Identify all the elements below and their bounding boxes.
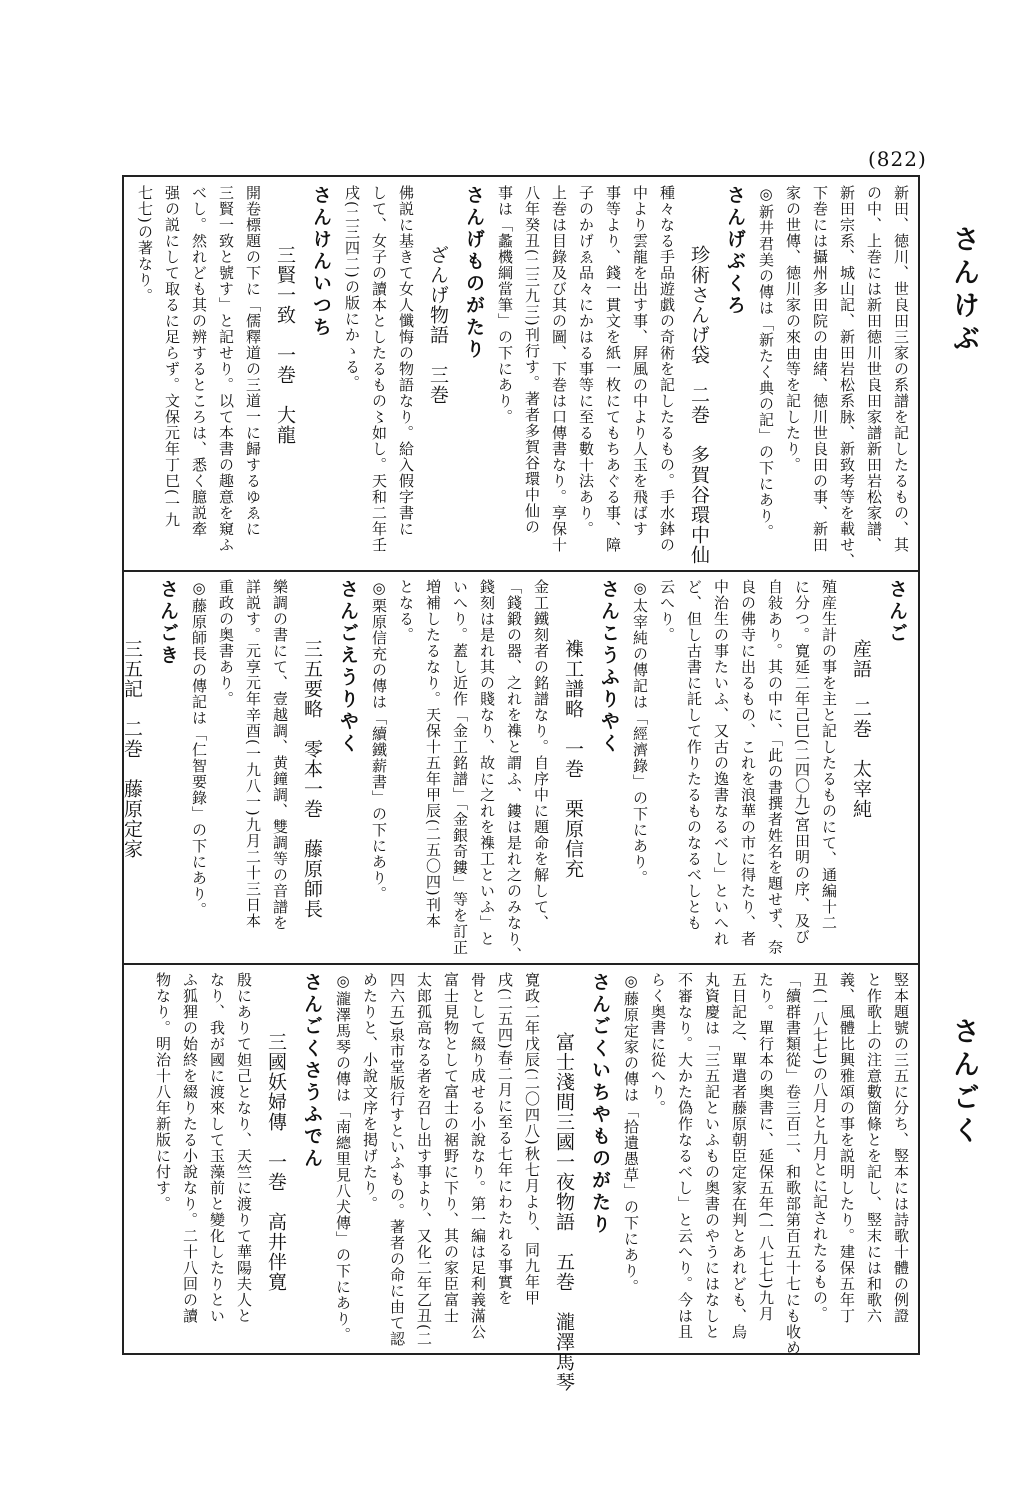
entry-title: 襍工譜略 一巻 栗原信充: [562, 639, 584, 879]
text-line: ◎藤原師長の傳記は「仁智要錄」の下にあり。: [190, 579, 208, 918]
text-line: べし。然れども其の辨するところは、悉く臆説牽: [190, 185, 208, 537]
text-line: 樂調の書にて、壹越調、黄鐘調、雙調等の音譜を: [271, 579, 289, 931]
entry-title: 珍術さんげ袋 二巻 多賀谷環中仙: [688, 245, 710, 565]
text-line: 「續群書類從」卷三百二、和歌部第百五十七にも收め: [784, 972, 802, 1356]
entry-title: 産語 二巻 太宰純: [850, 639, 872, 819]
text-line: 太郎孤高なる者を召し出す事より、又化二年乙丑(二: [415, 972, 433, 1347]
text-line: 佛説に基きて女人懺悔の物語なり。給入假字書に: [397, 185, 415, 537]
text-line: ◎新井君美の傳は「新たく典の記」の下にあり。: [757, 185, 775, 540]
entry-title: 三五要略 零本一巻 藤原師長: [301, 639, 323, 919]
text-line: 四六五)泉市堂版行すといふもの。著者の命に由て認: [388, 972, 406, 1347]
text-line: 事は「蠡機綱當筆」の下にあり。: [496, 185, 514, 425]
text-line: なり、我が國に渡來して玉藻前と變化したりとい: [208, 972, 226, 1324]
text-line: 開卷標題の下に「儒釋道の三道一に歸するゆゑに: [244, 185, 262, 537]
page-number: (822): [868, 147, 927, 171]
section-sango: [121, 579, 914, 963]
section-divider: [124, 570, 918, 572]
entry-heading: さんごえうりやく: [337, 579, 359, 755]
text-line: となる。: [397, 579, 415, 643]
text-line: 新田宗系、城山記、新田岩松系脉、新致考等を載せ、: [838, 185, 856, 569]
text-line: いへり。蓋し近作「金工銘譜」「金銀奇鏤」等を訂正: [451, 579, 469, 956]
text-line: 丸資慶は「三五記といふもの奥書のやうにはなしと: [703, 972, 721, 1340]
text-line: 増補したるなり。天保十五年甲辰(二五〇四)刊本: [424, 579, 442, 929]
entry-heading: さんこうふりやく: [598, 579, 620, 755]
text-line: 中治生の事たいふ、又古の逸書なるべし」といへれ: [712, 579, 730, 947]
text-line: 重政の奥書あり。: [217, 579, 235, 707]
text-line: 「錢鍛の器、之れを襍と謂ふ、鏤は是れ之のみなり、: [505, 579, 523, 963]
entry-heading: さんけんいつち: [310, 185, 332, 339]
entry-title: 三五記 二巻 藤原定家: [121, 639, 143, 859]
text-line: ◎瀧澤馬琴の傳は「南總里見八犬傳」の下にあり。: [334, 972, 352, 1343]
text-line: 詳説す。元享元年辛酉(一九八一)九月二十三日本: [244, 579, 262, 929]
text-line: ◎栗原信充の傳は「續鐵薪書」の下にあり。: [370, 579, 388, 902]
text-line: 下巻には攝州多田院の由緒、徳川世良田の事、新田: [811, 185, 829, 553]
section-divider: [124, 963, 918, 965]
text-columns: [128, 185, 914, 569]
text-line: 骨として綴り成せる小說なり。第一編は足利義滿公: [469, 972, 487, 1340]
entry-heading: さんご: [886, 579, 908, 645]
entry-heading: さんごくさうふでん: [301, 972, 323, 1170]
text-line: ◎太宰純の傳記は「經濟錄」の下にあり。: [631, 579, 649, 886]
section-sangoku: [128, 972, 914, 1392]
text-line: して、女子の讀本としたるもの〻如し。天和二年壬: [370, 185, 388, 553]
text-line: 不審なり。大かた偽作なるべし」と云へり。今は且: [676, 972, 694, 1340]
text-line: 良の佛寺に出るもの、これを浪華の市に得たり、者: [739, 579, 757, 947]
text-line: 富士見物として富士の裾野に下り、其の家臣富士: [442, 972, 460, 1324]
text-line: 强の説にして取るに足らず。文保元年丁巳(一九: [163, 185, 181, 528]
text-line: に分つ。寛延二年己巳(二四〇九)宮田明の序、及び: [793, 579, 811, 945]
text-line: 義、風體比興雅頌の事を説明したり。建保五年丁: [838, 972, 856, 1324]
text-line: 錢刻は是れ其の賤なり、故に之れを襍工といふ」と: [478, 579, 496, 947]
text-line: 物なり。明治十八年新版に付す。: [154, 972, 172, 1212]
text-line: 戌(二三四二)の版にかゝる。: [343, 185, 361, 391]
running-header-bottom: さんごく: [948, 1017, 979, 1149]
text-line: 自敍あり。其の中に、「此の書撰者姓名を題せず、奈: [766, 579, 784, 956]
text-line: 八年癸丑(二三九三)刊行す。著者多賀谷環中仙の: [523, 185, 541, 535]
text-line: と作歌上の注意數箇條とを記し、竪末には和歌六: [865, 972, 883, 1324]
entry-title: ざんげ物語 三巻: [427, 245, 449, 405]
entry-heading: さんごくいちやものがたり: [589, 972, 611, 1236]
text-line: 五日記之、單遣者藤原朝臣定家在判とあれども、烏: [730, 972, 748, 1340]
text-line: 種々なる手品遊戯の奇術を記したるもの。手水鉢の: [658, 185, 676, 553]
text-line: 竪本題號の三五に分ち、竪本には詩歌十體の例證: [892, 972, 910, 1324]
text-line: らく奥書に從へり。: [649, 972, 667, 1116]
text-line: の中、上巻には新田徳川世良田家譜新田岩松家譜、: [865, 185, 883, 553]
text-line: 家の世傳、徳川家の來由等を記したり。: [784, 185, 802, 473]
text-line: ふ狐狸の始終を綴りたる小說なり。二十八回の讀: [181, 972, 199, 1324]
text-line: たり。單行本の奥書に、延保五年(一八七七)九月: [757, 972, 775, 1322]
text-line: 新田、徳川、世良田三家の系譜を記したるもの、其: [892, 185, 910, 553]
text-line: 寛政二年戊辰(二〇四八)秋七月より、同九年甲: [523, 972, 541, 1306]
text-line: 金工鐵刻者の銘譜なり。自序中に題命を解して、: [532, 579, 550, 931]
text-line: 上巻は目錄及び其の圖、下巻は口傳書なり。享保十: [550, 185, 568, 553]
text-columns: [121, 579, 914, 963]
entry-heading: さんげぶくろ: [724, 185, 746, 317]
text-line: 七七)の著なり。: [136, 185, 154, 304]
entry-title: 三國妖婦傳 一巻 高井伴寛: [265, 1032, 287, 1292]
text-columns: [128, 972, 914, 1392]
text-line: ど、但し古書に託して作りたるものなるべしとも: [685, 579, 703, 931]
text-line: めたりと、小說文序を掲げたり。: [361, 972, 379, 1212]
text-line: 子のかげゑ品々にかはる事等に至る數十法あり。: [577, 185, 595, 537]
text-frame: [121, 175, 920, 1392]
text-line: ◎藤原定家の傳は「拾遺愚草」の下にあり。: [622, 972, 640, 1295]
entry-title: 三賢一致 一巻 大龍: [274, 245, 296, 445]
text-line: 丑(一八七七)の八月と九月とに記されたるもの。: [811, 972, 829, 1322]
text-line: 殖産生計の事を主と記したるものにて、通編十二: [820, 579, 838, 931]
entry-heading: さんげものがたり: [463, 185, 485, 361]
text-line: 中より雲龍を出す事、屛風の中より人玉を飛ばす: [631, 185, 649, 537]
text-line: 事等より、錢一貫文を紙一枚にてもちあぐる事、障: [604, 185, 622, 553]
text-line: 戌(二五四)春二月に至る七年にわたれる事實を: [496, 972, 514, 1306]
text-line: 三賢一致と號す」と記せり。以て本書の趣意を窺ふ: [217, 185, 235, 553]
text-line: 云へり。: [658, 579, 676, 643]
running-header-top: さんけぶ: [948, 225, 979, 357]
entry-heading: さんごき: [157, 579, 179, 667]
section-sankefu: [128, 185, 914, 569]
entry-title: 富士淺間三國一夜物語 五巻 瀧澤馬琴: [553, 1032, 575, 1392]
text-line: 殷にありて妲己となり、天竺に渡りて華陽夫人と: [235, 972, 253, 1324]
